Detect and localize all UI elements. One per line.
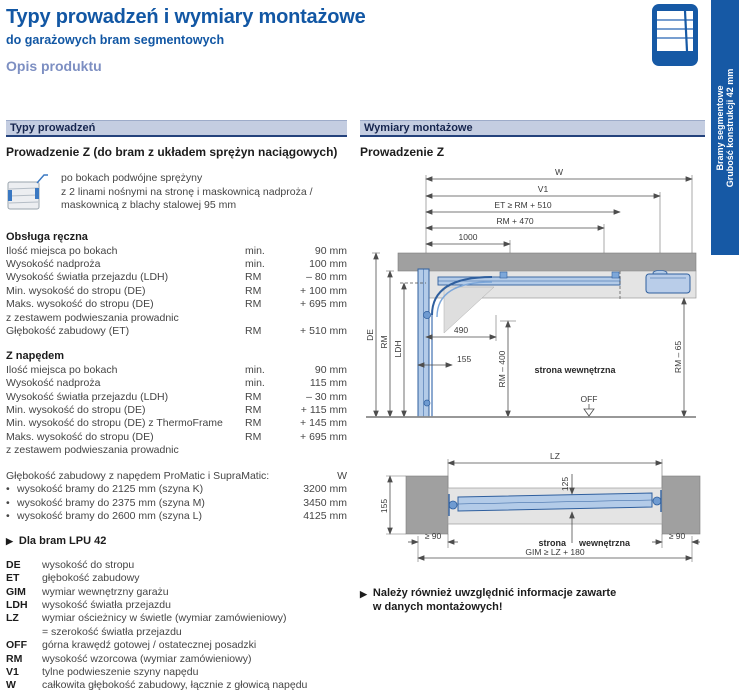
table-row xyxy=(6,245,347,258)
row-qualifier: min. xyxy=(245,244,265,257)
row-value: 90 mm xyxy=(314,244,347,257)
depth-row xyxy=(6,483,347,497)
row-label: Min. wysokość do stropu (DE) z ThermoFrame xyxy=(6,417,223,430)
row-label: Wysokość nadproża xyxy=(6,257,101,270)
installation-note xyxy=(360,586,705,614)
legend-row xyxy=(6,586,347,599)
note-line: Należy również uwzględnić informacje zawarte xyxy=(372,587,617,599)
row-value: + 145 mm xyxy=(300,417,347,430)
dim-125-label: 125 xyxy=(560,476,570,492)
legend-term: RM xyxy=(6,652,23,665)
side-tab-line1: Bramy segmentowe xyxy=(714,85,725,171)
intro-line: po bokach podwójne sprężyny xyxy=(61,172,203,184)
dim-ge90-right-label: ≥ 90 xyxy=(668,531,686,541)
bullet-icon: • xyxy=(6,510,10,523)
sectional-door-icon xyxy=(652,4,698,71)
row-label: Głębokość zabudowy (ET) xyxy=(6,324,130,337)
row-value: + 115 mm xyxy=(300,404,347,417)
table-row xyxy=(6,417,347,430)
row-qualifier: RM xyxy=(245,430,262,443)
legend-row xyxy=(6,626,347,639)
dim-rm65-label: RM – 65 xyxy=(673,340,683,374)
roller xyxy=(423,311,430,318)
legend-desc: wysokość wzorcowa (wymiar zamówieniowy) xyxy=(42,652,252,665)
row-value: – 80 mm xyxy=(306,271,347,284)
legend-row xyxy=(6,666,347,679)
row-label: Maks. wysokość do stropu (DE) xyxy=(6,298,154,311)
row-value: 90 mm xyxy=(314,363,347,376)
row-qualifier: min. xyxy=(245,257,265,270)
right-subheader: Prowadzenie Z xyxy=(360,145,445,159)
installation-note-text xyxy=(373,586,616,614)
triangle-marker-icon: ▶ xyxy=(6,535,13,546)
intro-block xyxy=(6,168,347,219)
plan-view-installation-drawing xyxy=(360,450,700,568)
row-qualifier: RM xyxy=(245,284,262,297)
legend-row xyxy=(6,612,347,625)
page-title: Typy prowadzeń i wymiary montażowe xyxy=(6,6,366,28)
legend-term: OFF xyxy=(6,639,27,652)
row-value: + 100 mm xyxy=(300,284,347,297)
legend-desc: górna krawędź gotowej / ostatecznej posadzki xyxy=(42,639,257,652)
side-fitting xyxy=(449,501,457,509)
depth-section xyxy=(6,470,347,524)
bullet-icon: • xyxy=(6,483,10,496)
legend-desc: głębokość zabudowy xyxy=(42,572,140,585)
row-label: Min. wysokość do stropu (DE) xyxy=(6,284,146,297)
table-row xyxy=(6,271,347,284)
row-qualifier: RM xyxy=(245,271,262,284)
table-row-continuation: z zestawem podwieszania prowadnic xyxy=(6,311,179,324)
manual-table-title: Obsługa ręczna xyxy=(6,231,88,243)
legend-term: LDH xyxy=(6,598,28,611)
legend-row xyxy=(6,639,347,652)
ceiling-slab xyxy=(398,253,696,271)
row-qualifier: RM xyxy=(245,298,262,311)
inner-side-label-b: wewnętrzna xyxy=(579,538,631,548)
dim-et-label: ET ≥ RM + 510 xyxy=(494,200,552,210)
bullet-icon: • xyxy=(6,496,10,509)
right-section-header: Wymiary montażowe xyxy=(360,120,705,137)
dim-de-label: DE xyxy=(365,329,375,341)
legend-term: GIM xyxy=(6,585,26,598)
row-qualifier: min. xyxy=(245,363,265,376)
dim-ldh-label: LDH xyxy=(393,340,403,358)
note-line: w danych montażowych! xyxy=(372,601,503,613)
legend xyxy=(6,559,347,693)
dim-w-label: W xyxy=(554,167,564,177)
depth-row-label: wysokość bramy do 2375 mm (szyna M) xyxy=(17,496,205,509)
row-qualifier: RM xyxy=(245,404,262,417)
page-section-title: Opis produktu xyxy=(6,58,102,74)
depth-row xyxy=(6,510,347,524)
legend-term: ET xyxy=(6,572,20,585)
legend-row xyxy=(6,559,347,572)
dim-1000-label: 1000 xyxy=(458,232,478,242)
table-row xyxy=(6,404,347,417)
table-row xyxy=(6,258,347,271)
legend-term: V1 xyxy=(6,665,19,678)
side-view-installation-drawing xyxy=(360,165,700,437)
row-value: + 695 mm xyxy=(300,298,347,311)
legend-desc: tylne podwieszenie szyny napędu xyxy=(42,665,199,678)
legend-desc: wymiar ościeżnicy w świetle (wymiar zamówieniowy) xyxy=(42,612,287,625)
side-tab-line2: Grubość konstrukcji 42 mm xyxy=(725,68,735,188)
depth-row-label: wysokość bramy do 2125 mm (szyna K) xyxy=(17,483,204,496)
operator-head xyxy=(646,274,690,293)
legend-term: LZ xyxy=(6,612,19,625)
table-row xyxy=(6,298,347,311)
legend-desc: wysokość światła przejazdu xyxy=(42,598,171,611)
legend-desc: wymiar wewnętrzny garażu xyxy=(42,585,169,598)
dim-rm470-label: RM + 470 xyxy=(496,216,534,226)
legend-row xyxy=(6,653,347,666)
wall-left xyxy=(406,476,448,534)
table-row xyxy=(6,431,347,444)
row-label: Wysokość światła przejazdu (LDH) xyxy=(6,390,169,403)
off-arrow-icon xyxy=(584,409,594,416)
side-tab xyxy=(711,0,739,255)
legend-row xyxy=(6,572,347,585)
left-subheader: Prowadzenie Z (do bram z układem sprężyn naciągowych) xyxy=(6,145,338,159)
right-column xyxy=(360,120,705,614)
side-fitting xyxy=(653,497,661,505)
row-qualifier: min. xyxy=(245,377,265,390)
row-value: + 695 mm xyxy=(300,430,347,443)
dim-155-label: 155 xyxy=(379,498,389,514)
table-row xyxy=(6,391,347,404)
intro-text xyxy=(61,168,313,219)
legend-desc: całkowita głębokość zabudowy, łącznie z głowicą napędu xyxy=(42,679,308,692)
intro-line: z 2 linami nośnymi na stronę i maskownicą nadproża / xyxy=(61,185,313,198)
wall-right xyxy=(662,476,700,534)
left-section-header: Typy prowadzeń xyxy=(6,120,347,137)
table-row xyxy=(6,364,347,377)
powered-table-title: Z napędem xyxy=(6,350,65,363)
intro-line: maskownicą z blachy stalowej 95 mm xyxy=(61,199,237,211)
table-row xyxy=(6,325,347,338)
dim-lz-label: LZ xyxy=(550,451,560,461)
legend-term xyxy=(6,626,42,639)
side-tab-text xyxy=(711,1,739,255)
row-label: Wysokość nadproża xyxy=(6,377,101,390)
legend-term: DE xyxy=(6,558,21,571)
legend-row xyxy=(6,599,347,612)
page-subtitle: do garażowych bram segmentowych xyxy=(6,33,225,47)
depth-row-value: 4125 mm xyxy=(303,510,347,523)
dim-ge90-left-label: ≥ 90 xyxy=(424,531,442,541)
row-label: Wysokość światła przejazdu (LDH) xyxy=(6,271,169,284)
dim-gim-label: GIM ≥ LZ + 180 xyxy=(525,547,585,557)
legend-row xyxy=(6,679,347,692)
dim-v1-label: V1 xyxy=(537,184,549,194)
dim-rm400-label: RM – 400 xyxy=(497,350,507,388)
depth-row-label: wysokość bramy do 2600 mm (szyna L) xyxy=(17,510,202,523)
depth-row xyxy=(6,497,347,511)
legend-term: W xyxy=(6,679,16,692)
row-value: 100 mm xyxy=(309,257,347,270)
depth-row-value: 3450 mm xyxy=(303,496,347,509)
table-row xyxy=(6,285,347,298)
depth-col-header: W xyxy=(337,469,347,482)
dim-155-label: 155 xyxy=(457,354,472,364)
left-column xyxy=(6,120,347,693)
table-row xyxy=(6,377,347,390)
inner-side-label-a: strona xyxy=(538,538,566,548)
off-label: OFF xyxy=(580,394,598,404)
row-label: Min. wysokość do stropu (DE) xyxy=(6,404,146,417)
row-qualifier: RM xyxy=(245,390,262,403)
spring-door-thumbnail-icon xyxy=(6,168,48,219)
row-label: Ilość miejsca po bokach xyxy=(6,363,118,376)
row-qualifier: RM xyxy=(245,417,262,430)
row-value: – 30 mm xyxy=(306,390,347,403)
legend-desc: = szerokość światła przejazdu xyxy=(42,625,182,638)
row-qualifier: RM xyxy=(245,324,262,337)
lpu-note xyxy=(6,535,347,547)
row-value: 115 mm xyxy=(309,377,347,390)
depth-row-value: 3200 mm xyxy=(303,483,347,496)
depth-title: Głębokość zabudowy z napędem ProMatic i SupraMatic: xyxy=(6,469,270,482)
row-label: Maks. wysokość do stropu (DE) xyxy=(6,430,154,443)
inner-side-label: strona wewnętrzna xyxy=(534,365,616,375)
depth-header xyxy=(6,470,347,484)
table-row-continuation: z zestawem podwieszania prowadnic xyxy=(6,444,179,457)
dim-490-label: 490 xyxy=(453,325,469,335)
triangle-marker-icon: ▶ xyxy=(360,589,367,599)
lpu-note-text: Dla bram LPU 42 xyxy=(18,534,107,547)
legend-desc: wysokość do stropu xyxy=(42,558,135,571)
roller xyxy=(424,400,430,406)
dim-rm-label: RM xyxy=(379,335,389,349)
row-label: Ilość miejsca po bokach xyxy=(6,244,118,257)
row-value: + 510 mm xyxy=(300,324,347,337)
